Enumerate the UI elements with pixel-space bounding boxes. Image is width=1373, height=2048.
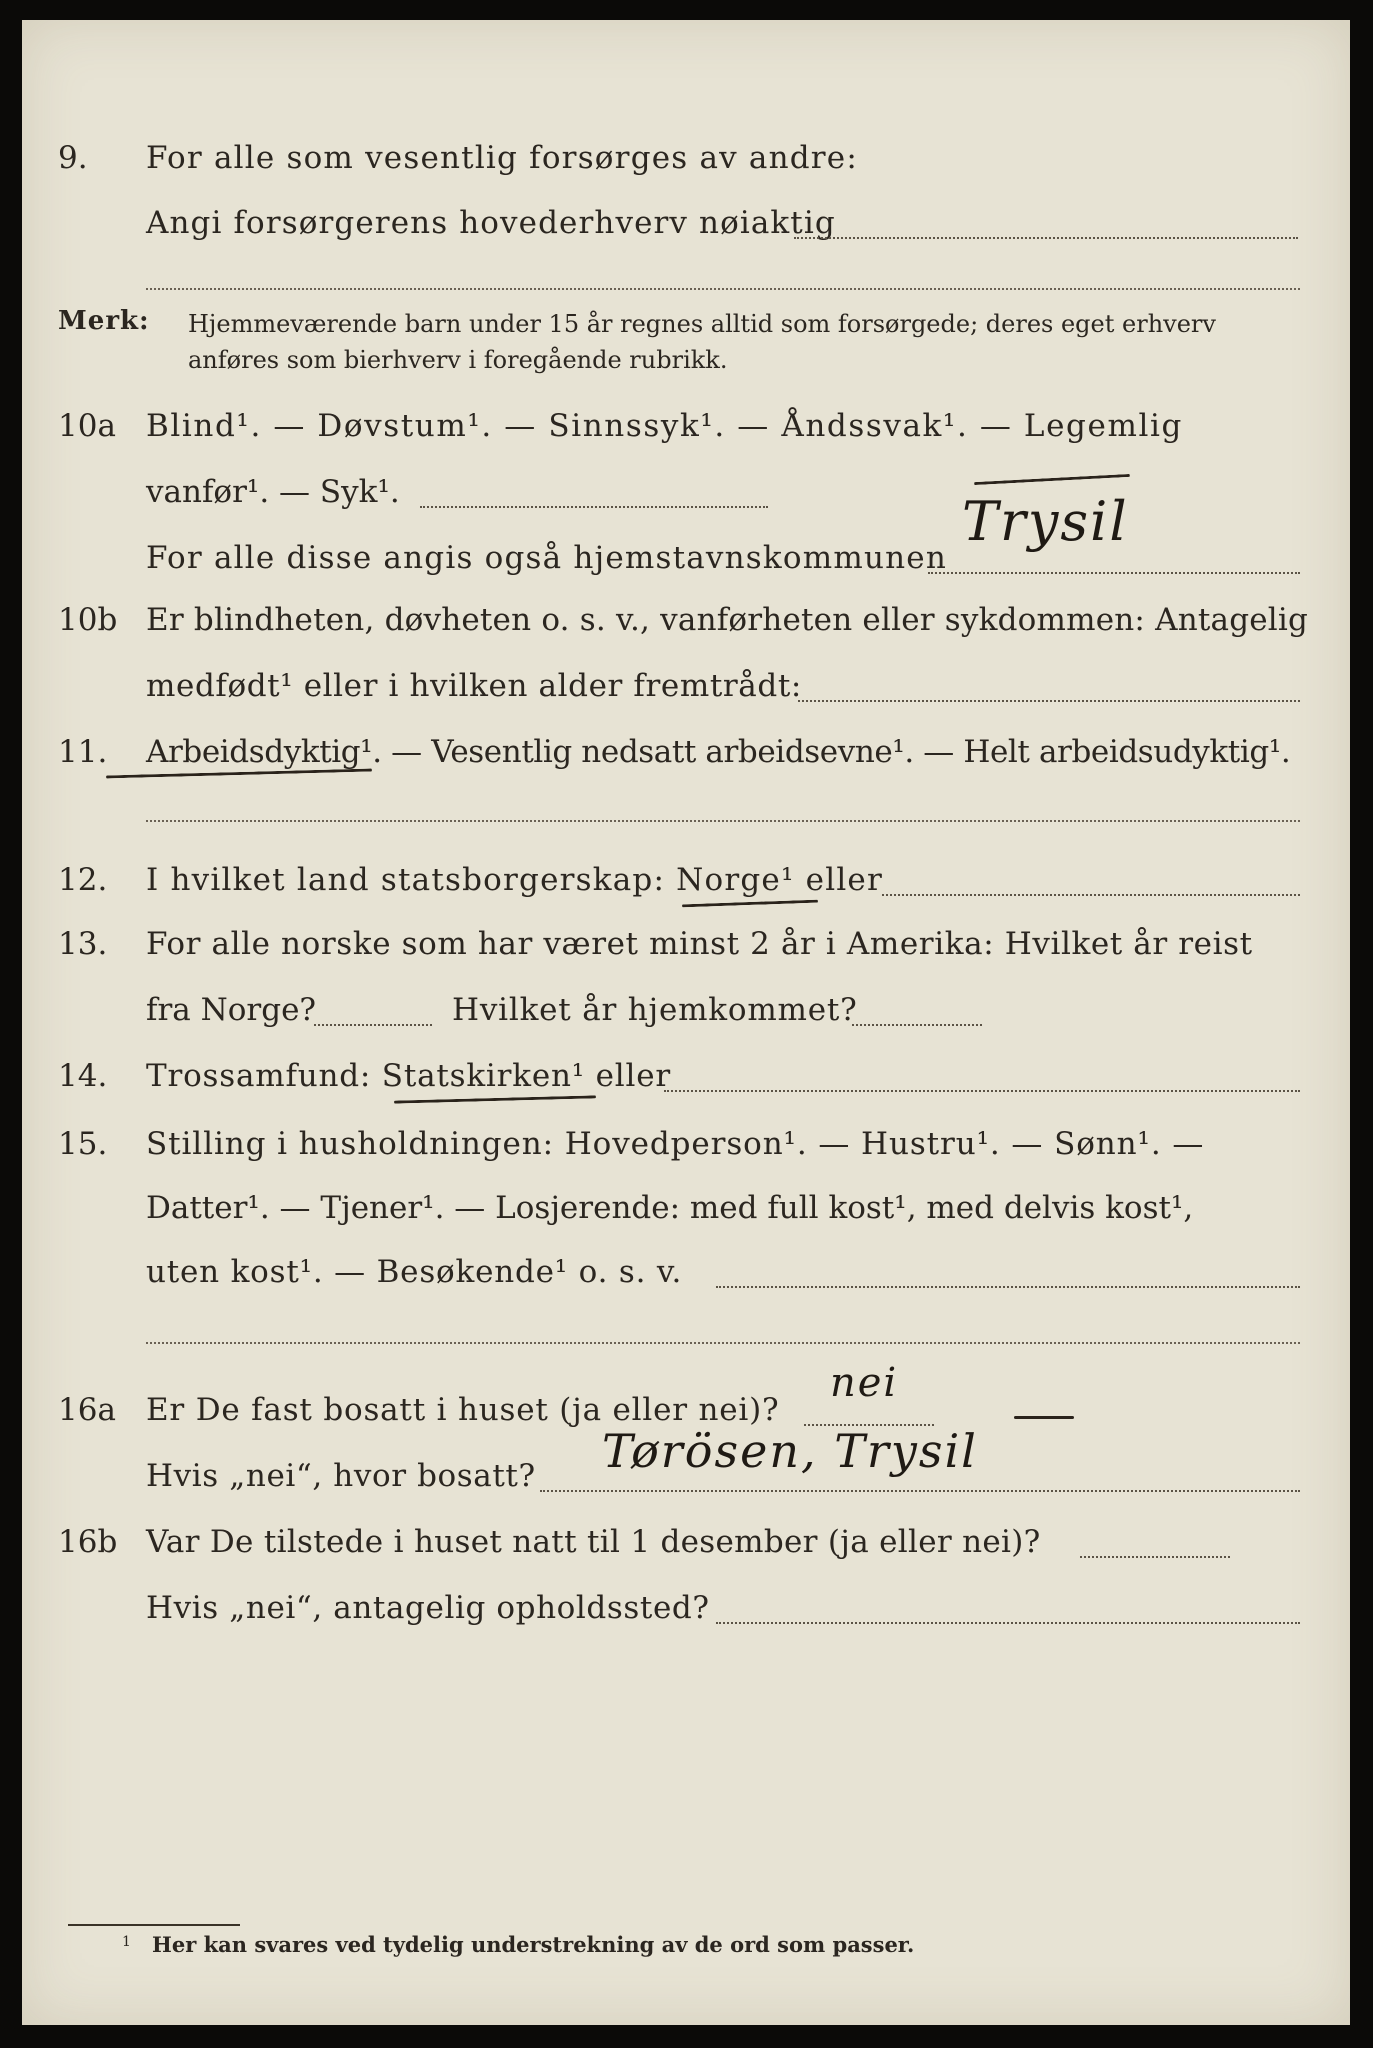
- question-text: Hvilket år hjemkommet?: [452, 992, 858, 1028]
- question-number: 11.: [58, 734, 108, 770]
- question-text: Hvis „nei“, hvor bosatt?: [146, 1458, 536, 1494]
- question-13: [22, 916, 1350, 976]
- question-15-line-2: [22, 1180, 1350, 1240]
- handwritten-answer: Tørösen, Trysil: [602, 1424, 978, 1478]
- question-text: Var De tilstede i huset natt til 1 desember (ja eller nei)?: [146, 1524, 1041, 1560]
- question-number: 10a: [58, 408, 116, 444]
- note-text: Hjemmeværende barn under 15 år regnes alltid som forsørgede; deres eget erhverv: [188, 310, 1216, 338]
- question-text: uten kost¹. — Besøkende¹ o. s. v.: [146, 1254, 683, 1290]
- answer-line: [146, 288, 1300, 290]
- answer-line: [798, 700, 1300, 702]
- answer-line: [1080, 1556, 1230, 1558]
- question-number: 16b: [58, 1524, 118, 1560]
- question-text: vanfør¹. — Syk¹.: [146, 474, 400, 510]
- question-number: 9.: [58, 140, 88, 176]
- question-text: medfødt¹ eller i hvilken alder fremtrådt:: [146, 668, 802, 704]
- question-16b-line-2: [22, 1580, 1350, 1640]
- question-number: 10b: [58, 602, 118, 638]
- footnote-text: Her kan svares ved tydelig understrekning av de ord som passer.: [152, 1932, 915, 1957]
- question-9-line-2: [22, 195, 1350, 255]
- question-text: For alle norske som har været minst 2 år i Amerika: Hvilket år reist: [146, 926, 1253, 962]
- question-text: Angi forsørgerens hovederhverv nøiaktig: [146, 205, 836, 241]
- handwritten-answer: nei: [830, 1360, 899, 1406]
- question-9: [22, 130, 1350, 190]
- question-13-line-2: [22, 982, 1350, 1042]
- answer-line: [664, 1090, 1300, 1092]
- question-12: [22, 852, 1350, 912]
- question-text: Stilling i husholdningen: Hovedperson¹. — Hustru¹. — Sønn¹. —: [146, 1126, 1205, 1162]
- question-number: 13.: [58, 926, 108, 962]
- question-text: I hvilket land statsborgerskap: Norge¹ eller: [146, 862, 883, 898]
- question-10b: [22, 592, 1350, 652]
- question-15: [22, 1116, 1350, 1176]
- handwritten-stroke: [1014, 1416, 1074, 1419]
- question-10a-line-2: [22, 464, 1350, 524]
- question-14: [22, 1048, 1350, 1108]
- question-number: 14.: [58, 1058, 108, 1094]
- question-text: For alle disse angis også hjemstavnskommunen: [146, 540, 947, 576]
- question-text: Arbeidsdyktig¹. — Vesentlig nedsatt arbeidsevne¹. — Helt arbeidsudyktig¹.: [146, 734, 1291, 770]
- question-text: Er blindheten, døvheten o. s. v., vanførheten eller sykdommen: Antagelig: [146, 602, 1309, 638]
- question-text: Trossamfund: Statskirken¹ eller: [146, 1058, 671, 1094]
- handwritten-answer: Trysil: [962, 490, 1129, 553]
- question-text: For alle som vesentlig forsørges av andre:: [146, 140, 858, 176]
- answer-line: [716, 1286, 1300, 1288]
- question-text: Hvis „nei“, antagelig opholdssted?: [146, 1590, 710, 1626]
- question-text: Er De fast bosatt i huset (ja eller nei)?: [146, 1392, 780, 1428]
- question-15-line-3: [22, 1244, 1350, 1304]
- question-number: 12.: [58, 862, 108, 898]
- question-number: 16a: [58, 1392, 116, 1428]
- answer-line: [794, 237, 1298, 239]
- question-text: Datter¹. — Tjener¹. — Losjerende: med full kost¹, med delvis kost¹,: [146, 1190, 1194, 1226]
- answer-line: [420, 506, 768, 508]
- answer-line: [146, 1342, 1300, 1344]
- census-form-page: [22, 20, 1350, 2025]
- answer-line: [540, 1490, 1300, 1492]
- question-16b: [22, 1514, 1350, 1574]
- answer-line: [852, 1024, 982, 1026]
- note-label: Merk:: [58, 306, 150, 336]
- question-number: 15.: [58, 1126, 108, 1162]
- question-text: fra Norge?: [146, 992, 317, 1028]
- note-text: anføres som bierhverv i foregående rubrikk.: [188, 346, 728, 374]
- question-10a: [22, 398, 1350, 458]
- answer-line: [716, 1622, 1300, 1624]
- answer-line: [882, 894, 1300, 896]
- question-10a-line-3: [22, 530, 1350, 590]
- answer-line: [928, 572, 1300, 574]
- answer-line: [146, 820, 1300, 822]
- footnote-marker: 1: [122, 1934, 131, 1950]
- question-10b-line-2: [22, 658, 1350, 718]
- answer-line: [314, 1024, 432, 1026]
- question-text: Blind¹. — Døvstum¹. — Sinnssyk¹. — Åndssvak¹. — Legemlig: [146, 408, 1183, 444]
- footnote-rule: [68, 1924, 240, 1926]
